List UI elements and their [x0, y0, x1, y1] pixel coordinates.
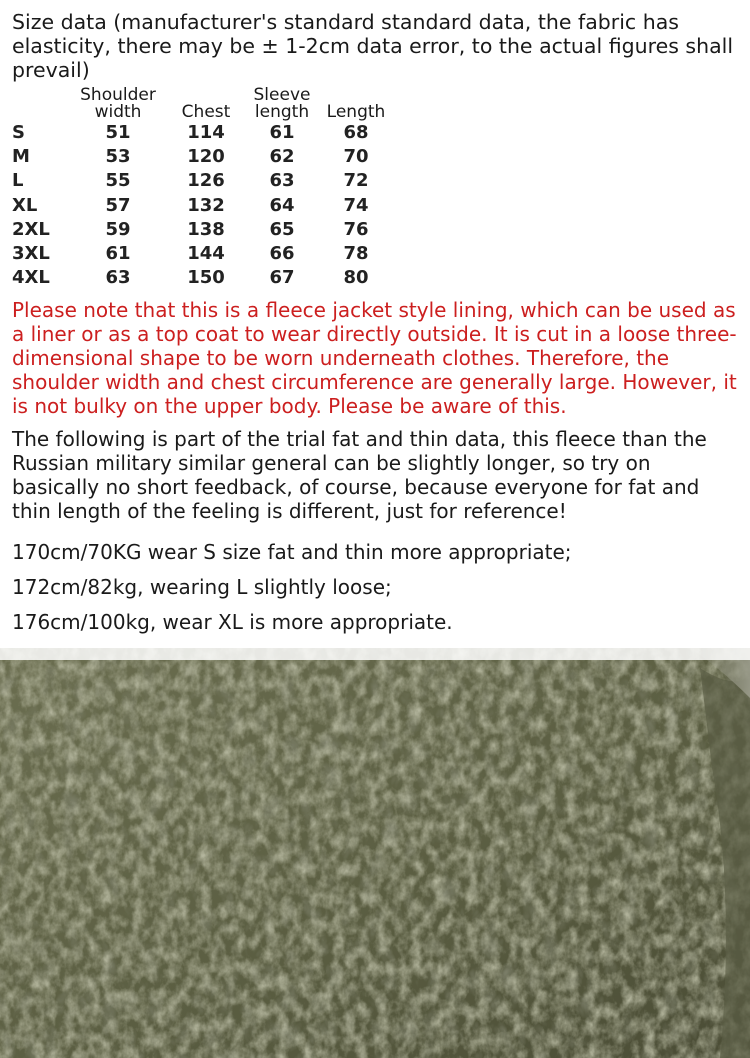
size-label: S — [12, 122, 25, 144]
shoulder-value: 55 — [105, 170, 131, 192]
fit-note-3: 176cm/100kg, wear XL is more appropriate. — [12, 610, 453, 634]
chest-value: 132 — [187, 194, 225, 216]
chest-value: 126 — [187, 170, 225, 192]
sleeve-value: 63 — [269, 170, 295, 192]
table-row — [12, 169, 396, 193]
length-value: 76 — [343, 218, 369, 240]
header-shoulder-width: Shoulder width — [80, 85, 156, 122]
size-label: 4XL — [12, 267, 50, 289]
trial-data-text: The following is part of the trial fat and thin data, this fleece than the Russian military similar general can be slightly longer, so try on basically no short feedback, of course, because everyone for fat and thin length of the feeling is different, just for reference! — [12, 427, 707, 523]
sleeve-value: 61 — [269, 122, 295, 144]
length-value: 70 — [343, 146, 369, 168]
header-chest: Chest — [181, 102, 231, 122]
shoulder-value: 61 — [105, 243, 131, 265]
intro-text: Size data (manufacturer's standard standard data, the fabric has elasticity, there may be ± 1-2cm data error, to the actual figures shall prevail) — [12, 10, 734, 82]
length-value: 78 — [343, 243, 369, 265]
size-table — [12, 84, 396, 290]
size-label: XL — [12, 194, 38, 216]
shoulder-value: 51 — [105, 122, 131, 144]
fabric-top-border — [0, 648, 750, 660]
size-label: 2XL — [12, 218, 50, 240]
chest-value: 138 — [187, 218, 225, 240]
fleece-texture-image — [0, 648, 750, 1058]
header-length: Length — [326, 102, 386, 122]
chest-value: 120 — [187, 146, 225, 168]
chest-value: 144 — [187, 243, 225, 265]
chest-value: 114 — [187, 122, 225, 144]
lining-style-note: Please note that this is a fleece jacket style lining, which can be used as a liner or as a top coat to wear directly outside. It is cut in a loose three-dimensional shape to be worn underneath clothes. Therefore, the shoulder width and chest circumference are generally large. However, it is not bulky on the upper body. Please be aware of this. — [12, 298, 737, 418]
header-size — [12, 84, 72, 121]
shoulder-value: 59 — [105, 218, 131, 240]
length-value: 80 — [343, 267, 369, 289]
shoulder-value: 53 — [105, 146, 131, 168]
sleeve-value: 64 — [269, 194, 295, 216]
sleeve-value: 67 — [269, 267, 295, 289]
fit-note-2: 172cm/82kg, wearing L slightly loose; — [12, 575, 392, 599]
sleeve-value: 65 — [269, 218, 295, 240]
table-row — [12, 218, 396, 242]
size-label: 3XL — [12, 243, 50, 265]
fleece-fabric-photo — [0, 648, 750, 1058]
table-row — [12, 145, 396, 169]
length-value: 74 — [343, 194, 369, 216]
size-table-header-row — [12, 84, 396, 121]
fit-note-1: 170cm/70KG wear S size fat and thin more appropriate; — [12, 540, 572, 564]
chest-value: 150 — [187, 267, 225, 289]
sleeve-value: 62 — [269, 146, 295, 168]
shoulder-value: 63 — [105, 267, 131, 289]
size-label: L — [12, 170, 24, 192]
sleeve-value: 66 — [269, 243, 295, 265]
size-label: M — [12, 146, 30, 168]
table-row — [12, 242, 396, 266]
table-row — [12, 266, 396, 290]
header-sleeve-length: Sleeve length — [253, 85, 311, 122]
length-value: 68 — [343, 122, 369, 144]
table-row — [12, 121, 396, 145]
table-row — [12, 194, 396, 218]
fabric-curl-texture — [0, 648, 750, 1058]
shoulder-value: 57 — [105, 194, 131, 216]
length-value: 72 — [343, 170, 369, 192]
